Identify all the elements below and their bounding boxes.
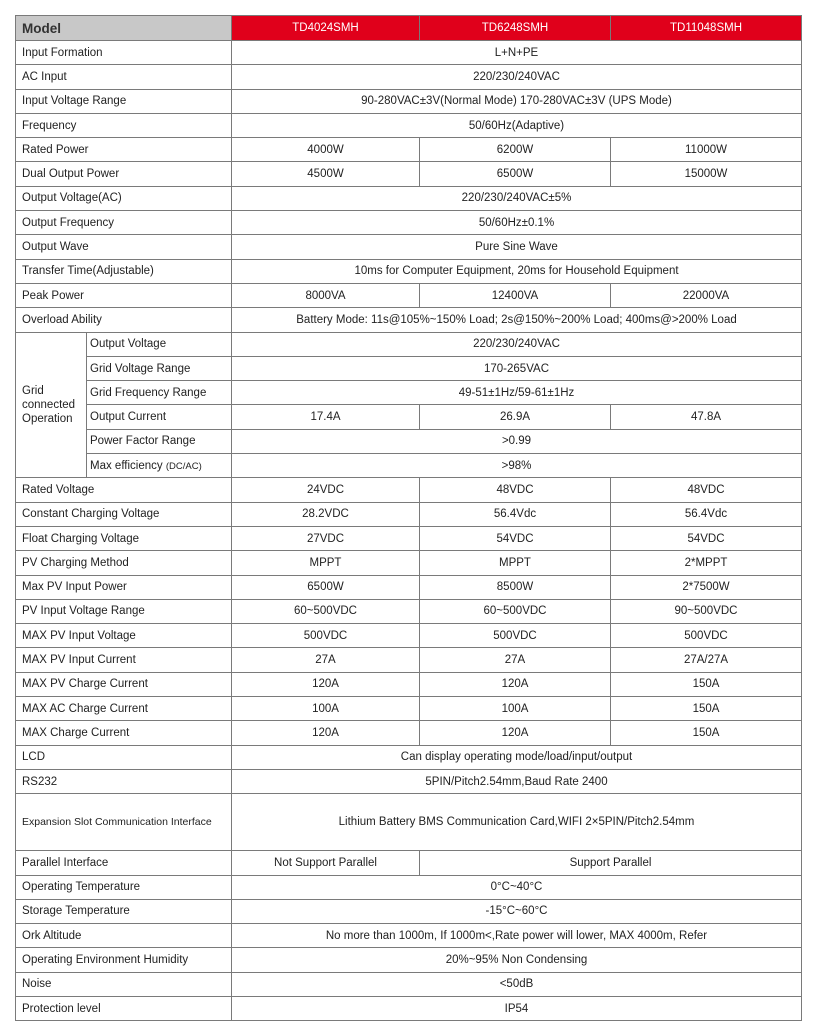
spec-value: 24VDC xyxy=(232,478,420,502)
spec-value: 0°C~40°C xyxy=(232,875,802,899)
spec-value: Not Support Parallel xyxy=(232,851,420,875)
spec-label xyxy=(87,381,232,405)
spec-row xyxy=(16,948,802,972)
spec-label: MAX PV Input Current xyxy=(16,648,232,672)
spec-value: Lithium Battery BMS Communication Card,WIFI 2×5PIN/Pitch2.54mm xyxy=(232,794,802,851)
spec-label xyxy=(87,429,232,453)
spec-label: Storage Temperature xyxy=(16,899,232,923)
spec-value: Pure Sine Wave xyxy=(232,235,802,259)
spec-value: IP54 xyxy=(232,996,802,1020)
spec-row xyxy=(16,283,802,307)
spec-label: Expansion Slot Communication Interface xyxy=(16,794,232,851)
spec-label-text: Output Current xyxy=(90,411,167,424)
spec-label xyxy=(87,454,232,478)
spec-value: 4500W xyxy=(232,162,420,186)
spec-value: 27VDC xyxy=(232,526,420,550)
spec-value: 11000W xyxy=(611,138,802,162)
header-row xyxy=(16,16,802,41)
spec-value: 4000W xyxy=(232,138,420,162)
spec-value: 120A xyxy=(232,721,420,745)
grid-spec-row xyxy=(16,454,802,478)
spec-value: 8500W xyxy=(420,575,611,599)
spec-value: 50/60Hz±0.1% xyxy=(232,211,802,235)
spec-row xyxy=(16,502,802,526)
spec-value: 120A xyxy=(420,672,611,696)
spec-label: Parallel Interface xyxy=(16,851,232,875)
spec-value: Battery Mode: 11s@105%~150% Load; 2s@150%~200% Load; 400ms@>200% Load xyxy=(232,308,802,332)
spec-label: Input Formation xyxy=(16,41,232,65)
spec-value: 2*MPPT xyxy=(611,551,802,575)
spec-table-body xyxy=(16,16,802,1021)
grid-spec-row xyxy=(16,381,802,405)
spec-value: 2*7500W xyxy=(611,575,802,599)
model-column-header: TD4024SMH xyxy=(232,16,420,41)
grid-spec-row xyxy=(16,405,802,429)
spec-label: Peak Power xyxy=(16,283,232,307)
spec-label: Output Voltage(AC) xyxy=(16,186,232,210)
spec-value: 150A xyxy=(611,697,802,721)
spec-value: 15000W xyxy=(611,162,802,186)
spec-label: Constant Charging Voltage xyxy=(16,502,232,526)
grid-spec-row xyxy=(16,332,802,356)
spec-value: >0.99 xyxy=(232,429,802,453)
spec-value: 54VDC xyxy=(611,526,802,550)
grid-group-label: Grid connected Operation xyxy=(16,332,87,478)
spec-label: Input Voltage Range xyxy=(16,89,232,113)
spec-label xyxy=(87,405,232,429)
spec-value: 8000VA xyxy=(232,283,420,307)
spec-value: 120A xyxy=(232,672,420,696)
spec-row xyxy=(16,138,802,162)
spec-value: 6500W xyxy=(420,162,611,186)
spec-value: 5PIN/Pitch2.54mm,Baud Rate 2400 xyxy=(232,769,802,793)
spec-label-text: Max efficiency xyxy=(90,459,163,472)
spec-row xyxy=(16,65,802,89)
spec-value: L+N+PE xyxy=(232,41,802,65)
spec-value: 220/230/240VAC xyxy=(232,65,802,89)
spec-value: 49-51±1Hz/59-61±1Hz xyxy=(232,381,802,405)
spec-label: Protection level xyxy=(16,996,232,1020)
spec-label: MAX PV Charge Current xyxy=(16,672,232,696)
spec-value: 90~500VDC xyxy=(611,599,802,623)
spec-value: -15°C~60°C xyxy=(232,899,802,923)
spec-value: 170-265VAC xyxy=(232,356,802,380)
spec-value: 48VDC xyxy=(420,478,611,502)
spec-value: 90-280VAC±3V(Normal Mode) 170-280VAC±3V (UPS Mode) xyxy=(232,89,802,113)
spec-label: PV Charging Method xyxy=(16,551,232,575)
spec-row xyxy=(16,162,802,186)
spec-value: 28.2VDC xyxy=(232,502,420,526)
spec-row xyxy=(16,769,802,793)
spec-value: 220/230/240VAC±5% xyxy=(232,186,802,210)
spec-row xyxy=(16,89,802,113)
spec-row xyxy=(16,996,802,1020)
spec-value: 22000VA xyxy=(611,283,802,307)
spec-value: 60~500VDC xyxy=(232,599,420,623)
spec-row xyxy=(16,721,802,745)
spec-row xyxy=(16,624,802,648)
spec-table xyxy=(15,15,802,1021)
spec-label: Output Wave xyxy=(16,235,232,259)
spec-row xyxy=(16,924,802,948)
spec-value: 17.4A xyxy=(232,405,420,429)
spec-label: Float Charging Voltage xyxy=(16,526,232,550)
spec-value: 100A xyxy=(232,697,420,721)
spec-value: No more than 1000m, If 1000m<,Rate power will lower, MAX 4000m, Refer xyxy=(232,924,802,948)
spec-row xyxy=(16,648,802,672)
spec-value: 20%~95% Non Condensing xyxy=(232,948,802,972)
spec-row xyxy=(16,745,802,769)
spec-label: Operating Temperature xyxy=(16,875,232,899)
spec-value: Support Parallel xyxy=(420,851,802,875)
spec-row xyxy=(16,875,802,899)
spec-label: MAX PV Input Voltage xyxy=(16,624,232,648)
spec-value: >98% xyxy=(232,454,802,478)
spec-value: 48VDC xyxy=(611,478,802,502)
spec-value: 120A xyxy=(420,721,611,745)
spec-row xyxy=(16,972,802,996)
spec-row xyxy=(16,211,802,235)
spec-value: Can display operating mode/load/input/output xyxy=(232,745,802,769)
spec-label-text: Power Factor Range xyxy=(90,435,196,448)
spec-value: 150A xyxy=(611,672,802,696)
spec-label: LCD xyxy=(16,745,232,769)
spec-value: 10ms for Computer Equipment, 20ms for Household Equipment xyxy=(232,259,802,283)
spec-row xyxy=(16,575,802,599)
spec-label-text: Grid Frequency Range xyxy=(90,386,207,399)
grid-spec-row xyxy=(16,356,802,380)
spec-value: 6500W xyxy=(232,575,420,599)
spec-value: 220/230/240VAC xyxy=(232,332,802,356)
spec-row xyxy=(16,526,802,550)
spec-label-note: (DC/AC) xyxy=(165,460,202,472)
spec-value: 60~500VDC xyxy=(420,599,611,623)
spec-row xyxy=(16,551,802,575)
grid-spec-row xyxy=(16,429,802,453)
spec-row xyxy=(16,794,802,851)
spec-value: 27A/27A xyxy=(611,648,802,672)
spec-row xyxy=(16,259,802,283)
spec-value: MPPT xyxy=(420,551,611,575)
spec-label: Rated Voltage xyxy=(16,478,232,502)
spec-label: Noise xyxy=(16,972,232,996)
spec-value: 500VDC xyxy=(420,624,611,648)
spec-label: PV Input Voltage Range xyxy=(16,599,232,623)
spec-label: RS232 xyxy=(16,769,232,793)
spec-label-text: Grid Voltage Range xyxy=(90,362,191,375)
spec-label: Operating Environment Humidity xyxy=(16,948,232,972)
spec-value: 150A xyxy=(611,721,802,745)
spec-row xyxy=(16,697,802,721)
spec-label: Output Frequency xyxy=(16,211,232,235)
spec-row xyxy=(16,599,802,623)
spec-row xyxy=(16,308,802,332)
spec-label: MAX AC Charge Current xyxy=(16,697,232,721)
spec-value: 47.8A xyxy=(611,405,802,429)
spec-label: Overload Ability xyxy=(16,308,232,332)
model-column-header: TD6248SMH xyxy=(420,16,611,41)
spec-row xyxy=(16,186,802,210)
spec-row xyxy=(16,235,802,259)
model-column-header: TD11048SMH xyxy=(611,16,802,41)
spec-value: 56.4Vdc xyxy=(611,502,802,526)
spec-value: 6200W xyxy=(420,138,611,162)
spec-row xyxy=(16,851,802,875)
spec-label: Frequency xyxy=(16,113,232,137)
spec-label: Ork Altitude xyxy=(16,924,232,948)
spec-row xyxy=(16,41,802,65)
spec-label xyxy=(87,332,232,356)
spec-row xyxy=(16,672,802,696)
spec-label: Transfer Time(Adjustable) xyxy=(16,259,232,283)
spec-value: 27A xyxy=(420,648,611,672)
spec-row xyxy=(16,478,802,502)
spec-value: 12400VA xyxy=(420,283,611,307)
spec-label: Dual Output Power xyxy=(16,162,232,186)
spec-value: <50dB xyxy=(232,972,802,996)
spec-value: MPPT xyxy=(232,551,420,575)
spec-value: 27A xyxy=(232,648,420,672)
spec-value: 500VDC xyxy=(611,624,802,648)
spec-label: AC Input xyxy=(16,65,232,89)
spec-label: Rated Power xyxy=(16,138,232,162)
spec-value: 26.9A xyxy=(420,405,611,429)
spec-value: 100A xyxy=(420,697,611,721)
spec-label: MAX Charge Current xyxy=(16,721,232,745)
spec-label-text: Output Voltage xyxy=(90,338,167,351)
spec-label xyxy=(87,356,232,380)
spec-row xyxy=(16,113,802,137)
spec-value: 56.4Vdc xyxy=(420,502,611,526)
spec-value: 500VDC xyxy=(232,624,420,648)
spec-row xyxy=(16,899,802,923)
model-header: Model xyxy=(16,16,232,41)
spec-value: 50/60Hz(Adaptive) xyxy=(232,113,802,137)
spec-value: 54VDC xyxy=(420,526,611,550)
spec-label: Max PV Input Power xyxy=(16,575,232,599)
